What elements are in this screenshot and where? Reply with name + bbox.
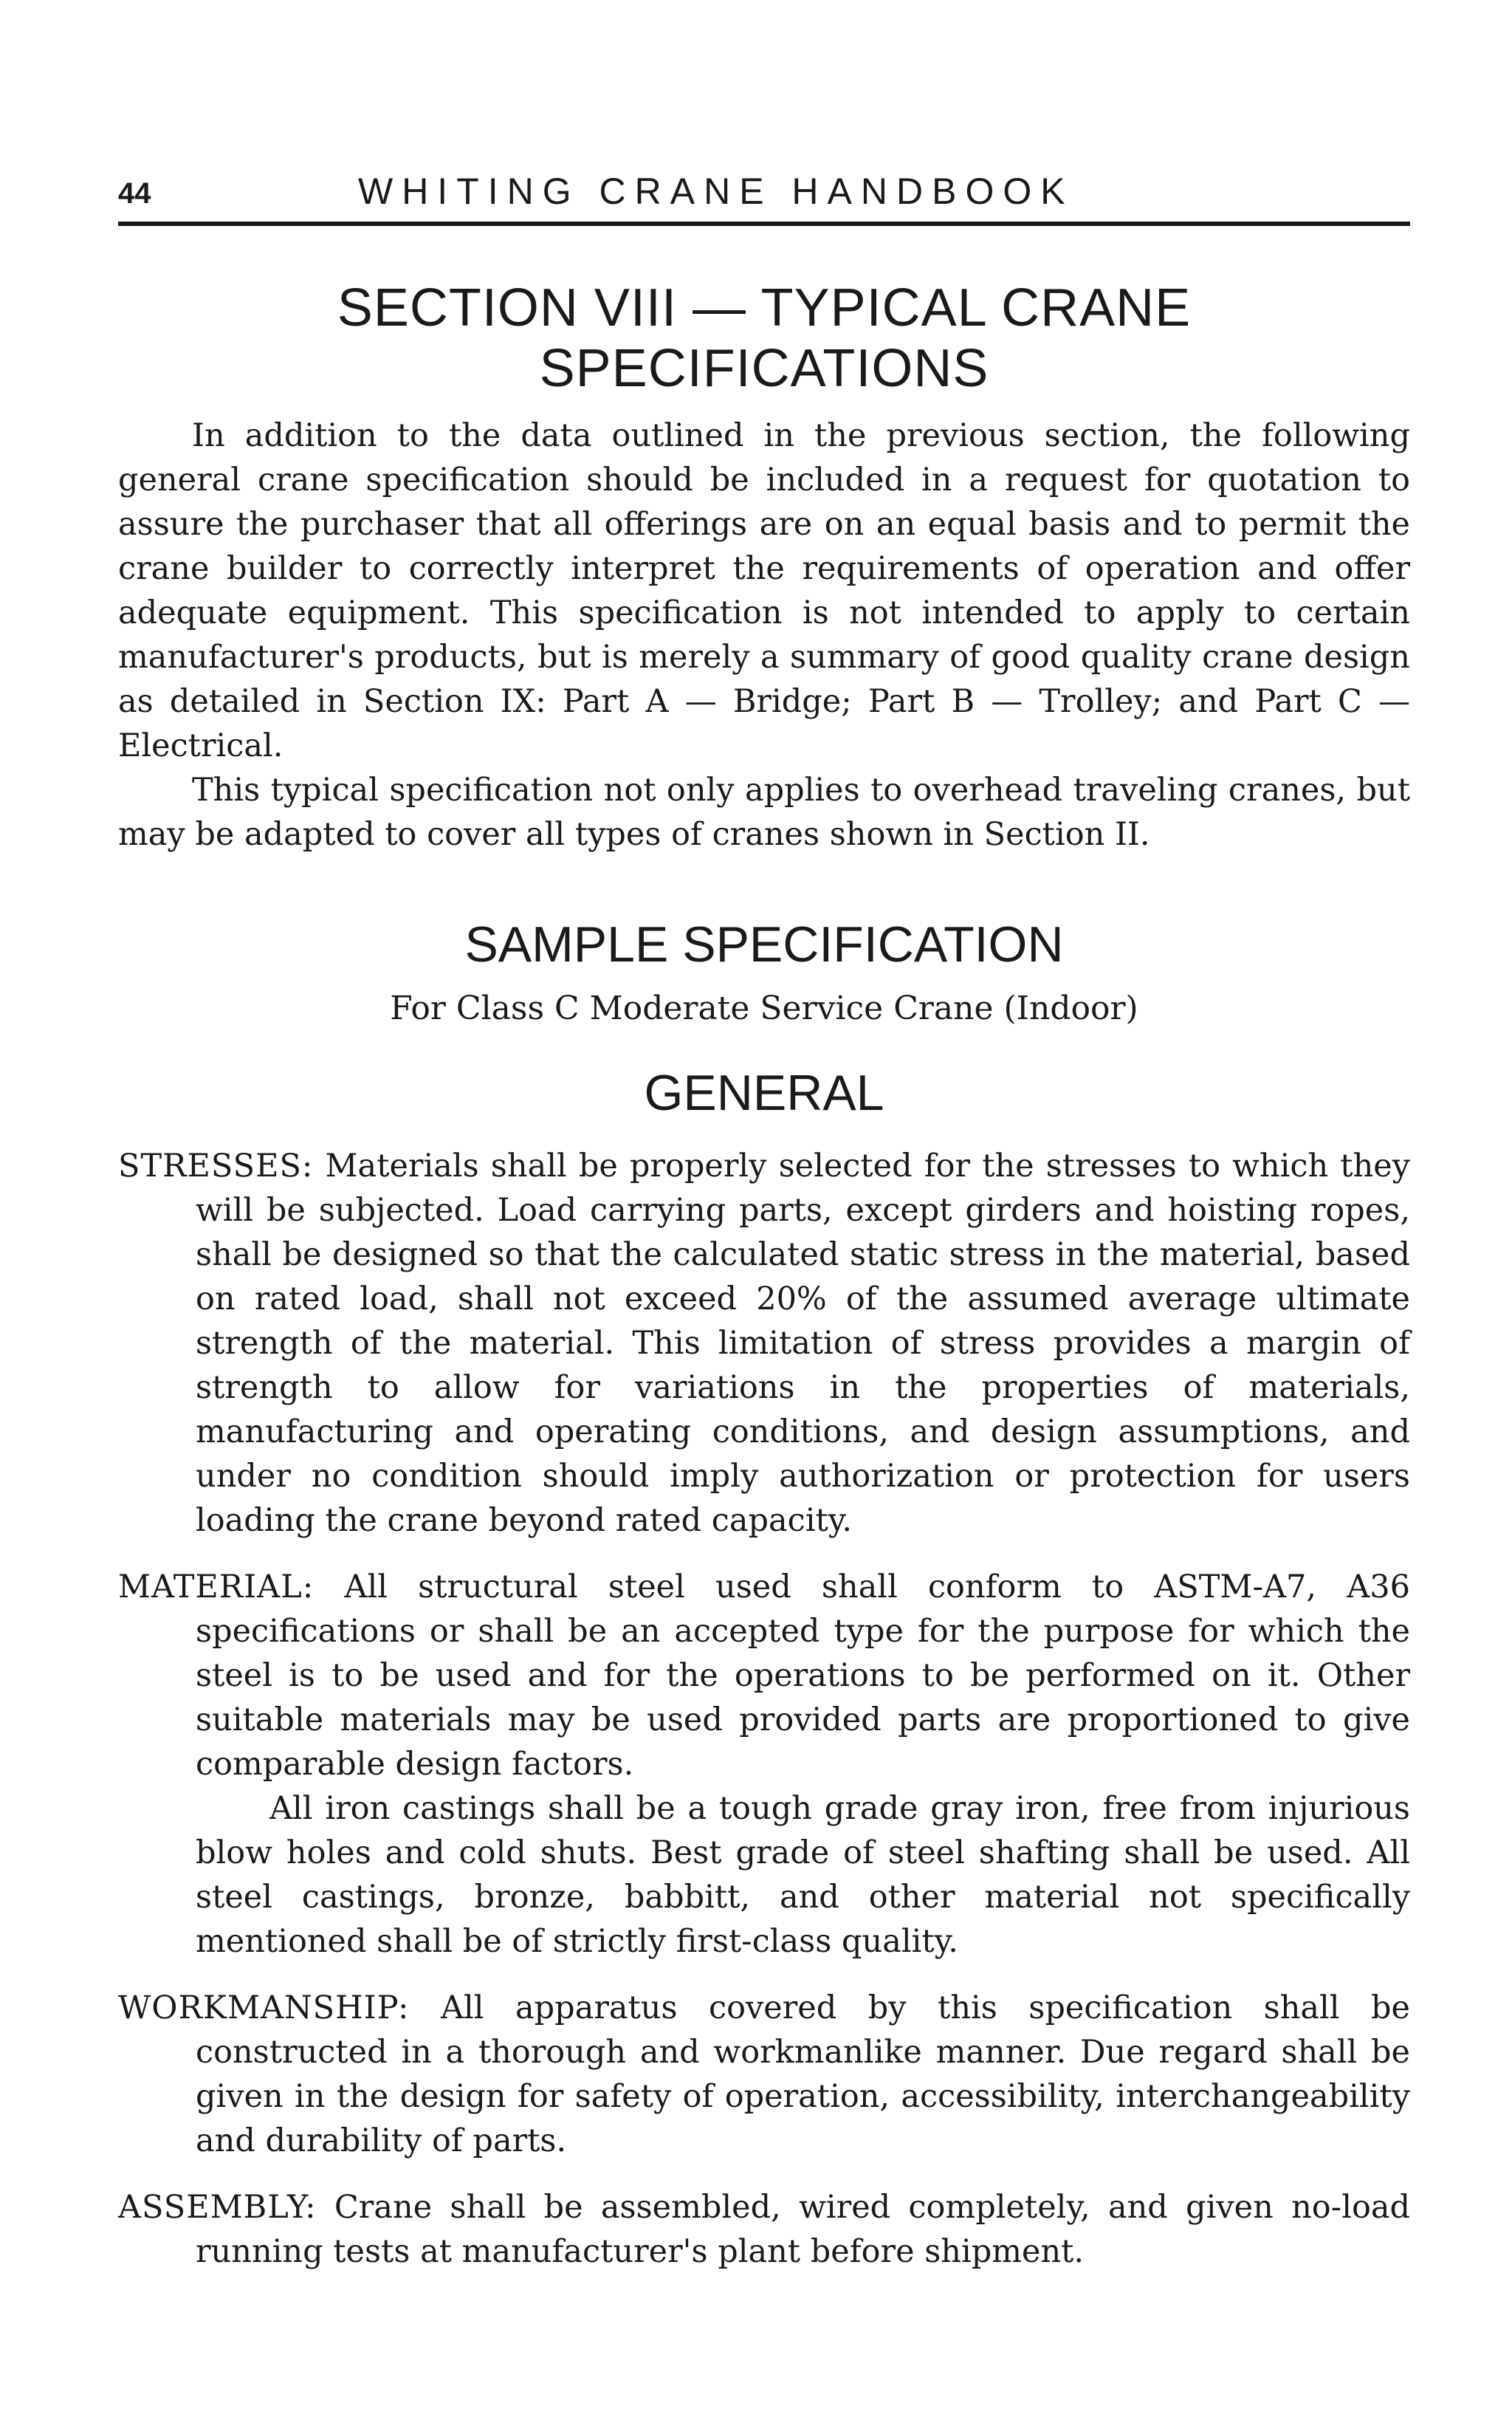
book-title: WHITING CRANE HANDBOOK (358, 171, 1074, 212)
intro-paragraph: In addition to the data outlined in the previous section, the following general crane specification should be included in a request for quotation to assure the purchaser that all offerings are on an equal basis and to permit the crane builder to correctly interpret the requirements of operation and offer adequate equipment. This specification is not intended to apply to certain manufacturer's products, but is merely a summary of good quality crane design as detailed in Section IX: Part A — Bridge; Part B — Trolley; and Part C — Electrical. (118, 417, 1410, 764)
running-header (118, 148, 1410, 226)
spec-assembly (118, 2185, 1410, 2274)
spec-text: All structural steel used shall conform to ASTM-A7, A36 specifications or shall be an accepted type for the purpose for which the steel is to be used and for the operations to be performed on it. Other suitable materials may be used provided parts are proportioned to give comparable design factors. (196, 1569, 1410, 1783)
general-heading: GENERAL (644, 1065, 884, 1121)
spec-continuation: All iron castings shall be a tough grade gray iron, free from injurious blow holes and cold shuts. Best grade of steel shafting shall be used. All steel castings, bronze, babbitt, and other material not specifically mentioned shall be of strictly first-class quality. (196, 1790, 1410, 1960)
sample-specification-subtitle: For Class C Moderate Service Crane (Indoor) (390, 990, 1138, 1027)
spec-term: ASSEMBLY: (118, 2189, 317, 2226)
spec-workmanship (118, 1986, 1410, 2163)
spec-term: MATERIAL: (118, 1569, 315, 1605)
spec-stresses (118, 1144, 1410, 1543)
spec-text: Materials shall be properly selected for the stresses to which they will be subjected. Load carrying parts, except girders and hoisting ropes, shall be designed so that the calculated static stress in the material, based on rated load, shall not exceed 20% of the assumed average ultimate strength of the material. This limitation of stress provides a margin of strength to allow for variations in the properties of materials, manufacturing and operating conditions, and design assumptions, and under no condition should imply authorization or protection for users loading the crane beyond rated capacity. (196, 1148, 1410, 1539)
intro-paragraph-2: This typical specification not only applies to overhead traveling cranes, but may be adapted to cover all types of cranes shown in Section II. (118, 772, 1410, 853)
section-title: SECTION VIII — TYPICAL CRANE SPECIFICATIONS (337, 278, 1192, 398)
spec-term: WORKMANSHIP: (118, 1989, 410, 2026)
page-number: 44 (118, 177, 151, 210)
page (118, 148, 1410, 2296)
sample-specification-title: SAMPLE SPECIFICATION (464, 916, 1064, 973)
spec-text: All apparatus covered by this specification shall be constructed in a thorough and workmanlike manner. Due regard shall be given in the design for safety of operation, accessibility, interchangeability and durability of parts. (196, 1989, 1410, 2159)
spec-text: Crane shall be assembled, wired completely, and given no-load running tests at manufacturer's plant before shipment. (196, 2189, 1411, 2270)
spec-term: STRESSES: (118, 1148, 314, 1185)
spec-material (118, 1565, 1410, 1964)
